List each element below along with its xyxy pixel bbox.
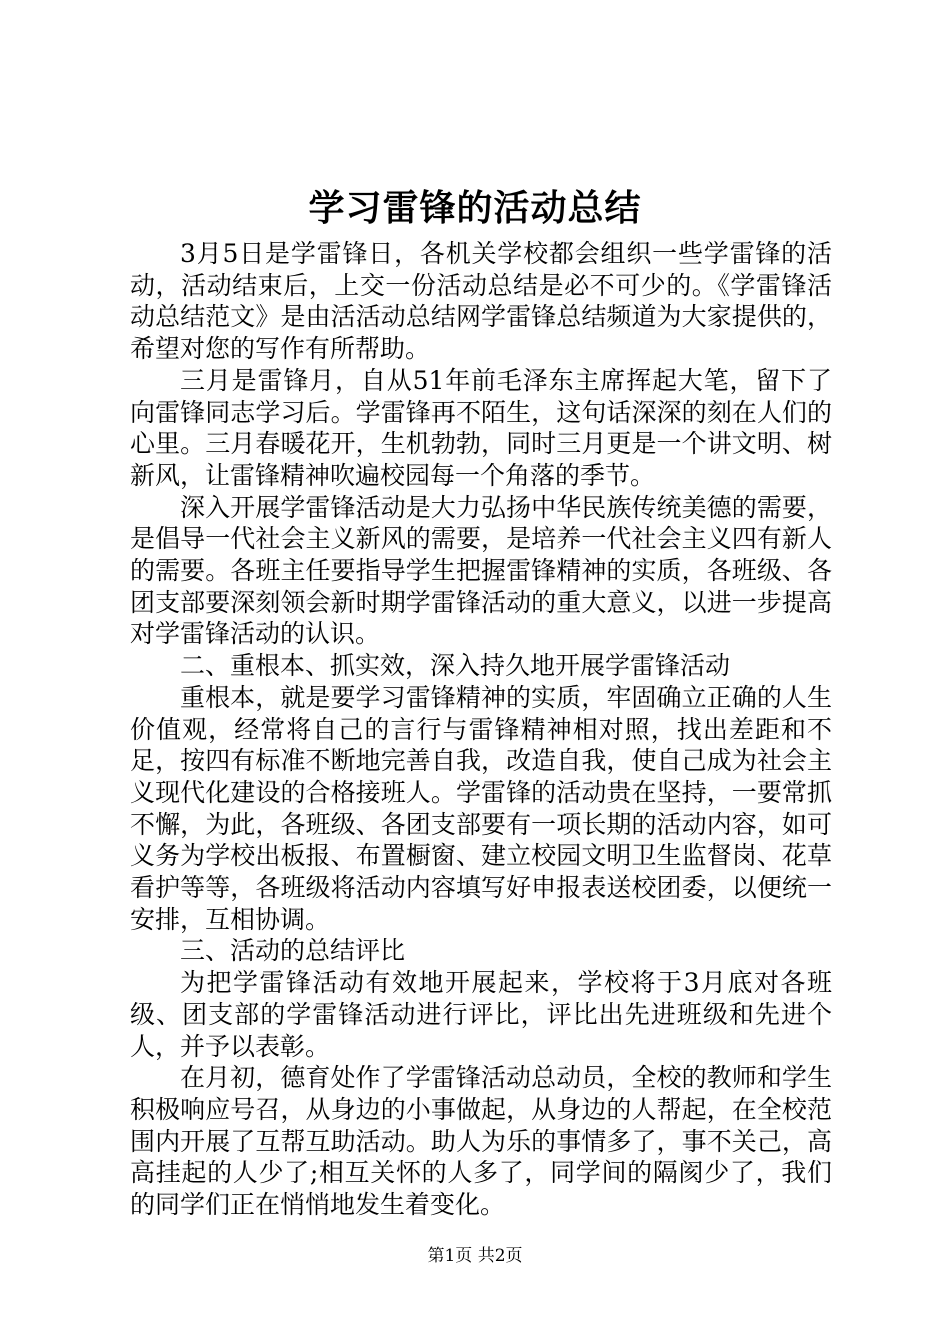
document-title: 学习雷锋的活动总结 (308, 187, 642, 229)
paragraph-evaluation: 为把学雷锋活动有效地开展起来，学校将于3月底对各班级、团支部的学雷锋活动进行评比，评比出先进班级和先进个人，并予以表彰。 (130, 968, 832, 1061)
page-footer: 第1页 共2页 (427, 1246, 523, 1266)
section-heading-3: 三、活动的总结评比 (180, 936, 406, 966)
paragraph-intro: 3月5日是学雷锋日，各机关学校都会组织一些学雷锋的活动，活动结束后，上交一份活动总结是必不可少的。《学雷锋活动总结范文》是由活活动总结网学雷锋总结频道为大家提供的，希望对您的写作有所帮助。 (130, 239, 832, 364)
paragraph-deepen: 深入开展学雷锋活动是大力弘扬中华民族传统美德的需要，是倡导一代社会主义新风的需要，是培养一代社会主义四有新人的需要。各班主任要指导学生把握雷锋精神的实质，各班级、各团支部要深刻领会新时期学雷锋活动的重大意义，以进一步提高对学雷锋活动的认识。 (130, 492, 832, 649)
paragraph-march: 三月是雷锋月，自从51年前毛泽东主席挥起大笔，留下了向雷锋同志学习后。学雷锋再不陌生，这句话深深的刻在人们的心里。三月春暖花开，生机勃勃，同时三月更是一个讲文明、树新风，让雷锋精神吹遍校园每一个角落的季节。 (130, 365, 832, 490)
paragraph-mobilization: 在月初，德育处作了学雷锋活动总动员，全校的教师和学生积极响应号召，从身边的小事做起，从身边的人帮起，在全校范围内开展了互帮互助活动。助人为乐的事情多了，事不关己，高高挂起的人少了;相互关怀的人多了，同学间的隔阂少了，我们的同学们正在悄悄地发生着变化。 (130, 1063, 832, 1220)
paragraph-fundamentals: 重根本，就是要学习雷锋精神的实质，牢固确立正确的人生价值观，经常将自己的言行与雷锋精神相对照，找出差距和不足，按四有标准不断地完善自我，改造自我，使自己成为社会主义现代化建设的合格接班人。学雷锋的活动贵在坚持，一要常抓不懈，为此，各班级、各团支部要有一项长期的活动内容，如可义务为学校出板报、布置橱窗、建立校园文明卫生监督岗、花草看护等等，各班级将活动内容填写好申报表送校团委，以便统一安排，互相协调。 (130, 682, 832, 934)
section-heading-2: 二、重根本、抓实效，深入持久地开展学雷锋活动 (180, 651, 731, 681)
document-body (130, 238, 832, 1221)
